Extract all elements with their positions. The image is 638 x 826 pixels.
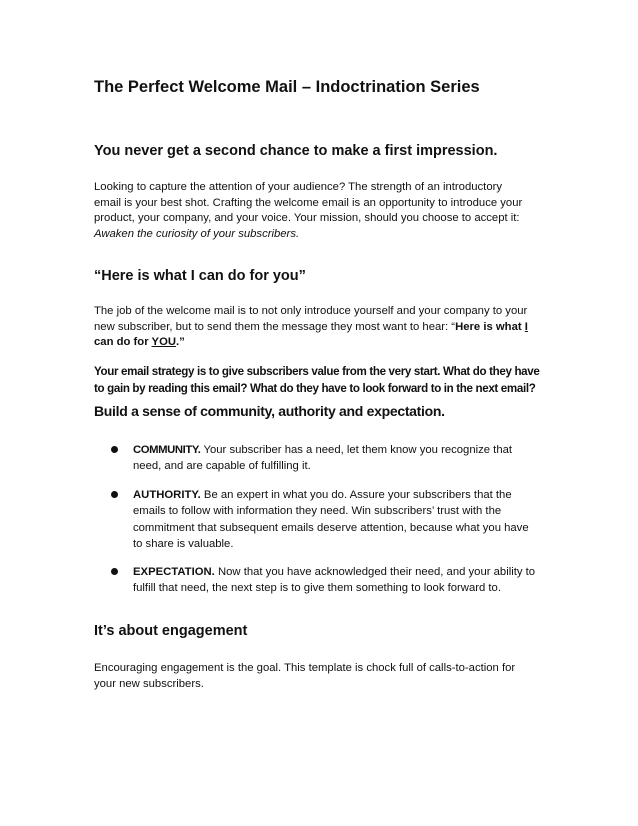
bullet-keyword: EXPECTATION.: [133, 566, 215, 578]
paragraph-line: your new subscribers.: [94, 677, 204, 690]
paragraph-line: The job of the welcome mail is to not only introduce yourself and your company to your: [94, 305, 528, 317]
bullet-line: to share is valuable.: [133, 537, 234, 550]
section-heading-engagement: It’s about engagement: [94, 623, 248, 639]
paragraph-line: Encouraging engagement is the goal. This template is chock full of calls-to-action for: [94, 662, 516, 674]
bullet-dot-icon: [111, 568, 118, 575]
section-heading-here-is-what: “Here is what I can do for you”: [94, 268, 306, 284]
text-run: new subscriber, but to send them the message they most want to hear: “: [94, 320, 456, 333]
bullet-dot-icon: [111, 446, 118, 453]
bold-run: Here is what: [455, 320, 525, 333]
text-run: Now that you have acknowledged their need, and your ability to: [214, 566, 536, 578]
bullet-line: commitment that subsequent emails deserve attention, because what you have: [133, 521, 529, 534]
document-title: The Perfect Welcome Mail – Indoctrination Series: [94, 78, 480, 96]
bold-underlined-run: I: [524, 320, 528, 333]
bullet-text: [133, 442, 563, 475]
bullet-line: emails to follow with information they need. Win subscribers’ trust with the: [133, 505, 502, 518]
bullet-line: [133, 487, 563, 503]
paragraph-italic-line: Awaken the curiosity of your subscribers.: [94, 227, 300, 240]
bold-run: can do for: [94, 336, 152, 348]
paragraph-line: [94, 335, 554, 351]
bullet-text: [133, 564, 563, 597]
bullet-keyword: COMMUNITY.: [133, 444, 201, 456]
paragraph-line: email is your best shot. Crafting the welcome email is an opportunity to introduce your: [94, 196, 523, 209]
paragraph-line: Looking to capture the attention of your audience? The strength of an introductory: [94, 181, 503, 193]
community-heading: Build a sense of community, authority and expectation.: [94, 403, 445, 419]
bullet-dot-icon: [111, 491, 118, 498]
strategy-line: to gain by reading this email? What do they have to look forward to in the next email?: [94, 381, 536, 395]
bullet-line: fulfill that need, the next step is to give them something to look forward to.: [133, 582, 501, 595]
text-run: Be an expert in what you do. Assure your subscribers that the: [200, 489, 512, 501]
bold-run: .”: [176, 336, 185, 348]
strategy-paragraph: [94, 364, 539, 397]
section-heading-first-impression: You never get a second chance to make a first impression.: [94, 143, 498, 159]
bullet-keyword: AUTHORITY.: [133, 489, 201, 501]
job-paragraph: [94, 304, 554, 351]
text-run: Your subscriber has a need, let them know you recognize that: [200, 444, 513, 456]
paragraph-line: [94, 320, 554, 336]
bullet-line: [133, 442, 563, 458]
bold-underlined-run: YOU: [151, 336, 177, 348]
bullet-line: need, and are capable of fulfilling it.: [133, 460, 311, 473]
paragraph-line: product, your company, and your voice. Your mission, should you choose to accept it:: [94, 212, 520, 224]
bullet-text: [133, 487, 563, 552]
intro-paragraph: [94, 180, 554, 242]
strategy-line: Your email strategy is to give subscribers value from the very start. What do they have: [94, 365, 540, 378]
engagement-paragraph: [94, 661, 554, 692]
bullet-line: [133, 564, 563, 580]
